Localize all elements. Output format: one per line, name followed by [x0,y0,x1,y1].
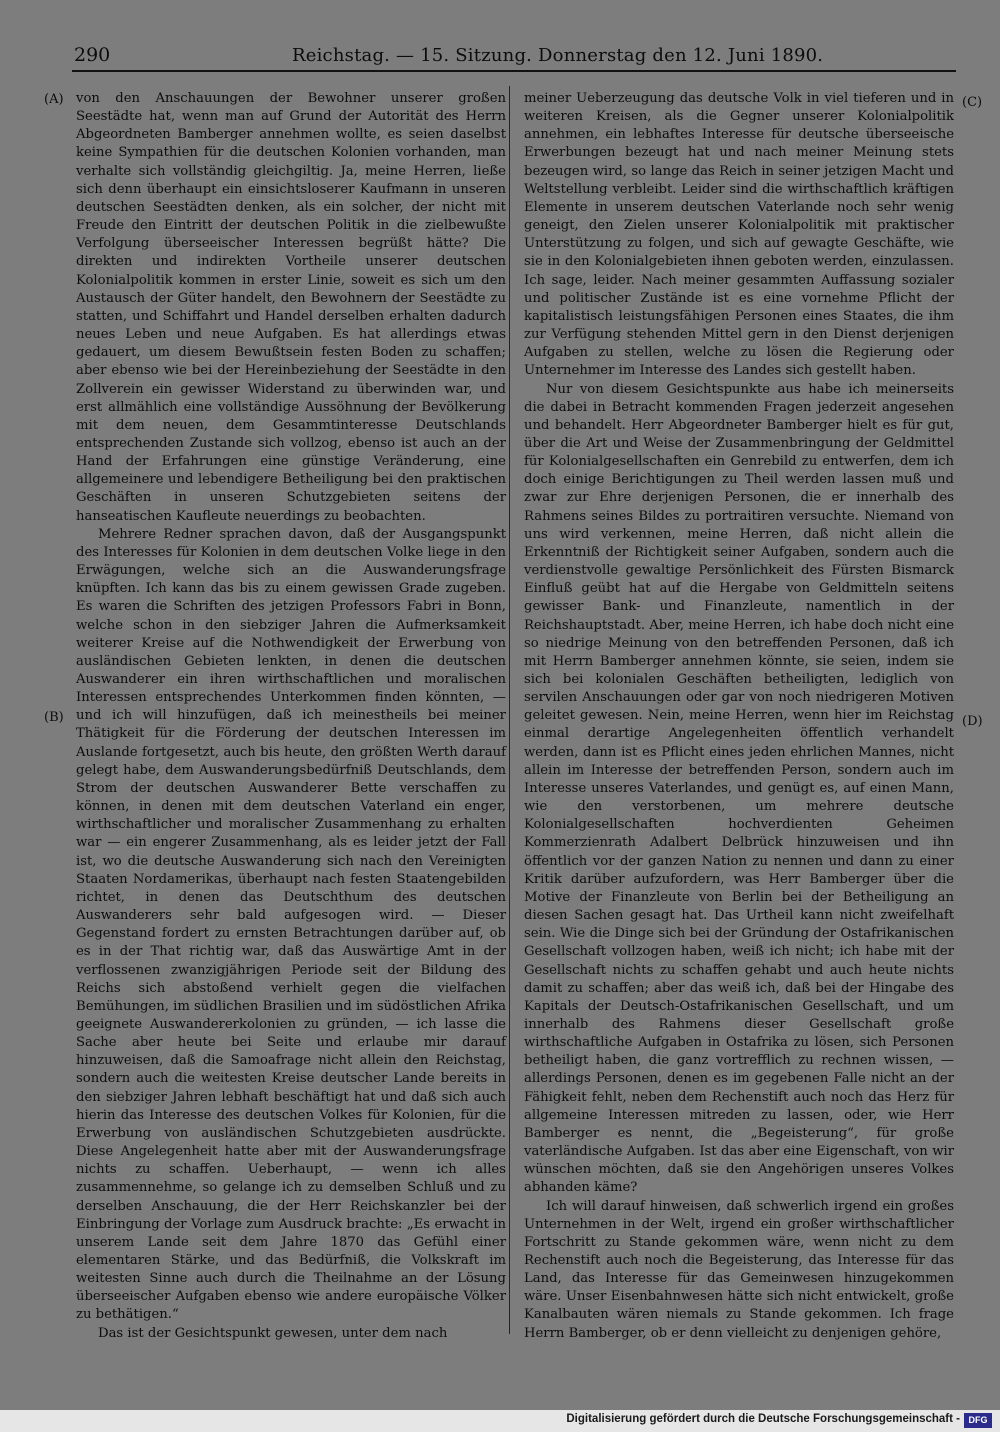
header-rule [72,70,956,72]
dfg-logo: DFG [964,1413,992,1428]
paragraph: Mehrere Redner sprachen davon, daß der Ausgangspunkt des Interesses für Kolonien in dem deutschen Volke liege in den Erwägungen, welche sich an die Auswanderungsfrage knüpften. Ich kann das bis zu einem gewissen Grade zugeben. Es waren die Schriften des jetzigen Professors Fabri in Bonn, welche schon in den siebziger Jahren die Aufmerksamkeit weiterer Kreise auf die Nothwendigkeit der Erwerbung von ausländischen Gebieten lenkten, in denen die deutschen Auswanderer ein ihren wirthschaftlichen und moralischen Interessen entsprechendes Unterkommen finden könnten, — und ich will hinzufügen, daß ich meinestheils bei meiner Thätigkeit für die Förderung der deutschen Interessen im Auslande fortgesetzt, auch bis heute, den größten Werth darauf gelegt habe, dem Auswanderungsbedürfniß Deutschlands, dem Strom der deutschen Auswanderer Bette verschaffen zu können, in denen mit dem deutschen Vaterland ein enger, wirthschaftlicher und moralischer Zusammenhang zu erhalten war — ein engerer Zusammenhang, als es leider jetzt der Fall ist, wo die deutsche Auswanderung sich nach den Vereinigten Staaten Nordamerikas, überhaupt nach festen Staatengebilden richtet, in denen das Deutschthum des deutschen Auswanderers sehr bald aufgesogen wird. — Dieser Gegenstand fordert zu ernsten Betrachtungen darüber auf, ob es in der That richtig war, daß das Auswärtige Amt in der verflossenen zwanzigjährigen Periode seit der Bildung des Reichs sich abstoßend verhielt gegen die vielfachen Bemühungen, im südlichen Brasilien und im südöstlichen Afrika geeignete Auswandererkolonien zu gründen, — ich lasse die Sache aber heute bei Seite und erlaube mir darauf hinzuweisen, daß die Samoafrage nicht allein den Reichstag, sondern auch die weitesten Kreise deutscher Lande bereits in den siebziger Jahren lebhaft beschäftigt hat und daß sich auch hierin das Interesse des deutschen Volkes für Kolonien, für die Erwerbung von ausländischen Schutzgebieten ausdrückte. Diese Angelegenheit hatte aber mit der Auswanderungsfrage nichts zu schaffen. Ueberhaupt, — wenn ich alles zusammennehme, so gelange ich zu demselben Schluß und zu derselben Anschauung, die der Herr Reichskanzler bei der Einbringung der Vorlage zum Ausdruck brachte: „Es erwacht in unserem Lande seit dem Jahre 1870 das Gefühl einer elementaren Stärke, und das Bedürfniß, die Volkskraft im weitesten Sinne auch durch die Theilnahme an der Lösung überseeischer Aufgaben ebenso wie andere europäische Völker zu bethätigen.“ [76,526,506,1323]
paragraph: von den Anschauungen der Bewohner unserer großen Seestädte hat, wenn man auf Grund der Autorität des Herrn Abgeordneten Bamberger annehmen wollte, es seien daselbst keine Sympathien für die deutschen Kolonien vorhanden, man verhalte sich vollständig gleichgiltig. Ja, meine Herren, ließe sich denn überhaupt ein einsichtsloserer Kaufmann in unseren deutschen Seestädten denken, als ein solcher, der nicht mit Freude den Eintritt der deutschen Politik in die zielbewußte Verfolgung überseeischer Interessen begrüßt hätte? Die direkten und indirekten Vortheile unserer deutschen Kolonialpolitik kommen in erster Linie, soweit es sich um den Austausch der Güter handelt, den Bewohnern der Seestädte zu statten, und Schiffahrt und Handel derselben erhalten dadurch neues Leben und neue Aufgaben. Es hat allerdings etwas gedauert, um diesem Bewußtsein festen Boden zu schaffen; aber ebenso wie bei der Hereinbeziehung der Seestädte in den Zollverein ein gewisser Widerstand zu überwinden war, und erst allmählich eine vollständige Aussöhnung der Bevölkerung mit dem neuen, dem Gesammtinteresse Deutschlands entsprechenden Zustande sich vollzog, ebenso ist auch an der Hand der Erfahrungen eine günstige Veränderung, eine allgemeinere und lebendigere Betheiligung bei den praktischen Geschäften in unseren Schutzgebieten seitens der hanseatischen Kaufleute neuerdings zu beobachten. [76,91,506,524]
left-column [76,90,506,1343]
paragraph: Ich will darauf hinweisen, daß schwerlich irgend ein großes Unternehmen in der Welt, irgend ein großer wirthschaftlicher Fortschritt zu Stande gekommen wäre, wenn nicht zu dem Rechenstift auch noch die Begeisterung, das Interesse für das Land, das Interesse für das Gemeinwesen hinzugekommen wäre. Unser Eisenbahnwesen hätte sich nicht entwickelt, große Kanalbauten wären niemals zu Stande gekommen. Ich frage Herrn Bamberger, ob er denn vielleicht zu denjenigen gehöre, [524,1198,954,1341]
paragraph: meiner Ueberzeugung das deutsche Volk in viel tieferen und in weiteren Kreisen, als die Gegner unserer Kolonialpolitik annehmen, ein lebhaftes Interesse für deutsche überseeische Erwerbungen bezeugt hat und nach meiner Meinung stets bezeugen wird, so lange das Reich in seiner jetzigen Macht und Weltstellung verbleibt. Leider sind die wirthschaftlich kräftigen Elemente in unserem deutschen Vaterlande noch sehr wenig geneigt, den Zielen unserer Kolonialpolitik mit praktischer Unterstützung zu folgen, und sich auf gewagte Geschäfte, wie sie in den Kolonialgebieten ihnen geboten werden, einzulassen. Ich sage, leider. Nach meiner gesammten Auffassung sozialer und politischer Zustände ist es eine vornehme Pflicht der kapitalistisch leistungsfähigen Personen eines Staates, die ihm zur Verfügung stehenden Mittel gern in den Dienst derjenigen Aufgaben zu stellen, welche zu lösen die Regierung oder Unternehmer im Interesse des Landes sich gestellt haben. [524,91,954,379]
right-column [524,90,954,1343]
margin-marker-a: (A) [44,92,64,107]
paragraph: Das ist der Gesichtspunkt gewesen, unter dem nach [98,1325,448,1341]
footer-bar [0,1410,1000,1432]
margin-marker-d: (D) [962,714,983,729]
margin-marker-c: (C) [962,95,983,110]
page-header [74,44,936,72]
paragraph: Nur von diesem Gesichtspunkte aus habe ich meinerseits die dabei in Betracht kommenden Fragen jederzeit angesehen und behandelt. Herr Abgeordneter Bamberger hielt es für gut, über die Art und Weise der Zusammenbringung der Geldmittel für Kolonialgesellschaften ein Genrebild zu entwerfen, dem ich doch einige Berichtigungen zu Theil werden lassen muß und zwar zur Ehre derjenigen Personen, die er innerhalb des Rahmens seines Bildes zu portraitiren versuchte. Niemand von uns wird verkennen, meine Herren, daß nicht allein die Erkenntniß der Richtigkeit seiner Aufgaben, sondern auch die verdienstvolle gewaltige Persönlichkeit des Fürsten Bismarck Einfluß geübt hat auf die Hergabe von Geldmitteln seitens gewisser Bank- und Finanzleute, namentlich in der Reichshauptstadt. Aber, meine Herren, ich habe doch nicht eine so niedrige Meinung von den betreffenden Personen, daß ich mit Herrn Bamberger annehmen könnte, sie seien, indem sie sich bei kolonialen Geschäften betheiligten, lediglich von servilen Anschauungen oder gar von noch niedrigeren Motiven geleitet gewesen. Nein, meine Herren, wenn hier im Reichstag einmal derartige Angelegenheiten öffentlich verhandelt werden, dann ist es Pflicht eines jeden ehrlichen Mannes, nicht allein im Interesse der betreffenden Person, sondern auch im Interesse unseres Vaterlandes, und genügt es, auf einen Mann, wie den verstorbenen, um mehrere deutsche Kolonialgesellschaften hochverdienten Geheimen Kommerzienrath Adalbert Delbrück hinzuweisen und ihn öffentlich vor der ganzen Nation zu nennen und dann zu einer Kritik darüber aufzufordern, was Herr Bamberger über die Motive der Finanzleute von Berlin bei der Betheiligung an diesen Sachen gesagt hat. Das Urtheil kann nicht zweifelhaft sein. Wie die Dinge sich bei der Gründung der Ostafrikanischen Gesellschaft vollzogen haben, weiß ich nicht; ich habe mit der Gesellschaft nichts zu schaffen gehabt und auch heute nichts damit zu schaffen; aber das weiß ich, daß bei der Hingabe des Kapitals der Deutsch-Ostafrikanischen Gesellschaft, und um innerhalb des Rahmens dieser Gesellschaft große wirthschaftliche Aufgaben in Ostafrika zu lösen, sich Personen betheiligt haben, die ganz vortrefflich zu rechnen wissen, — allerdings Personen, denen es im gegebenen Falle nicht an der Fähigkeit fehlt, neben dem Rechenstift auch noch das Herz für allgemeine Interessen mitreden zu lassen, oder, wie Herr Bamberger es nennt, die „Begeisterung“, für große vaterländische Aufgaben. Ist das aber eine Eigenschaft, von wir wünschen möchten, daß sie den Angehörigen unseres Volkes abhanden käme? [524,381,954,1196]
page-number: 290 [74,44,111,66]
running-title: Reichstag. — 15. Sitzung. Donnerstag den 12. Juni 1890. [292,45,824,66]
margin-marker-b: (B) [44,710,64,725]
funding-notice: Digitalisierung gefördert durch die Deutsche Forschungsgemeinschaft - [566,1413,960,1425]
column-divider [509,86,510,1334]
